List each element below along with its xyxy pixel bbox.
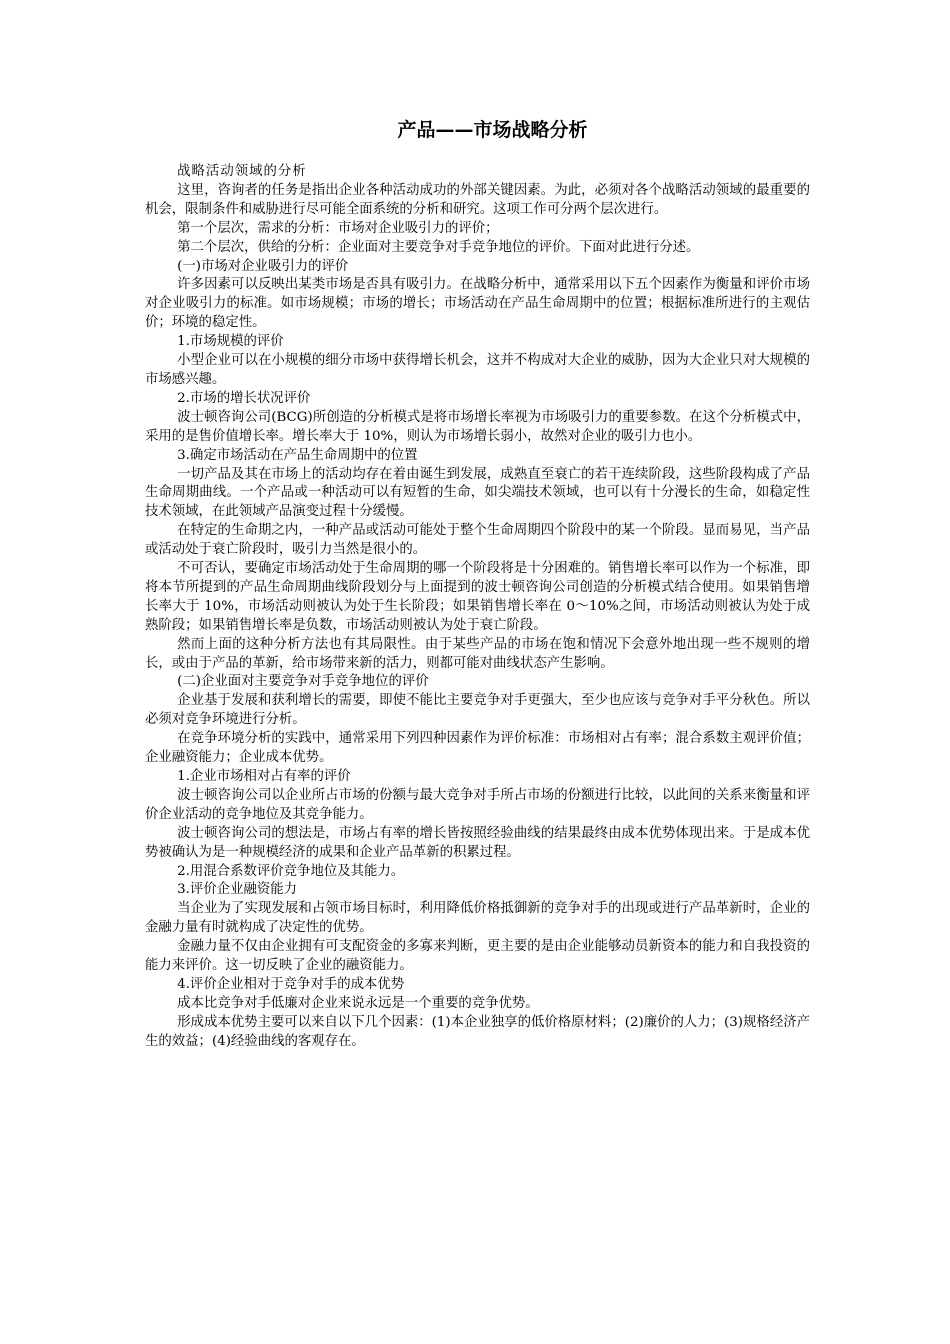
item-heading: 2.用混合系数评价竞争地位及其能力。 [177, 863, 405, 879]
paragraph: 波士顿咨询公司的想法是，市场占有率的增长皆按照经验曲线的结果最终由成本优势体现出来。于是成本优势被确认为是一种规模经济的成果和企业产品革新的积累过程。 [145, 825, 810, 860]
subsection-heading: (一)市场对企业吸引力的评价 [177, 258, 349, 274]
item-heading: 3.评价企业融资能力 [177, 882, 298, 898]
item-heading: 2.市场的增长状况评价 [177, 390, 311, 406]
paragraph: 波士顿咨询公司(BCG)所创造的分析模式是将市场增长率视为市场吸引力的重要参数。在这个分析模式中，采用的是售价值增长率。增长率大于 10%，则认为市场增长弱小，故然对企业的吸引力也小。 [145, 409, 810, 444]
paragraph: 形成成本优势主要可以来自以下几个因素：(1)本企业独享的低价格原材料；(2)廉价的人力；(3)规格经济产生的效益；(4)经验曲线的客观存在。 [145, 1014, 810, 1049]
paragraph: 这里，咨询者的任务是指出企业各种活动成功的外部关键因素。为此，必须对各个战略活动领域的最重要的机会，限制条件和威胁进行尽可能全面系统的分析和研究。这项工作可分两个层次进行。 [145, 182, 810, 217]
paragraph: 在特定的生命期之内，一种产品或活动可能处于整个生命周期四个阶段中的某一个阶段。显而易见，当产品或活动处于衰亡阶段时，吸引力当然是很小的。 [145, 523, 810, 558]
paragraph: 第二个层次，供给的分析：企业面对主要竞争对手竞争地位的评价。下面对此进行分述。 [177, 239, 700, 255]
paragraph: 企业基于发展和获利增长的需要，即使不能比主要竞争对手更强大，至少也应该与竞争对手平分秋色。所以必须对竞争环境进行分析。 [145, 693, 810, 728]
paragraph: 许多因素可以反映出某类市场是否具有吸引力。在战略分析中，通常采用以下五个因素作为衡量和评价市场对企业吸引力的标准。如市场规模；市场的增长；市场活动在产品生命周期中的位置；根据标准所进行的主观估价；环境的稳定性。 [145, 277, 810, 331]
paragraph: 金融力量不仅由企业拥有可支配资金的多寡来判断，更主要的是由企业能够动员新资本的能力和自我投资的能力来评价。这一切反映了企业的融资能力。 [145, 939, 810, 974]
item-heading: 1.市场规模的评价 [177, 334, 284, 350]
paragraph: 不可否认，要确定市场活动处于生命周期的哪一个阶段将是十分困难的。销售增长率可以作为一个标准，即将本节所提到的产品生命周期曲线阶段划分与上面提到的波士顿咨询公司创造的分析模式结合使用。如果销售增长率大于 10%，市场活动则被认为处于生长阶段；如果销售增长率在 0～10%之间，市场活动则被认为处于成熟阶段；如果销售增长率是负数，市场活动则被认为处于衰亡阶段。 [145, 561, 810, 633]
paragraph: 在竞争环境分析的实践中，通常采用下列四种因素作为评价标准：市场相对占有率；混合系数主观评价值；企业融资能力；企业成本优势。 [145, 731, 810, 766]
document-title: 产品——市场战略分析 [397, 119, 588, 141]
subsection-heading: (二)企业面对主要竞争对手竞争地位的评价 [177, 674, 429, 690]
paragraph: 波士顿咨询公司以企业所占市场的份额与最大竞争对手所占市场的份额进行比较，以此间的关系来衡量和评价企业活动的竞争地位及其竞争能力。 [145, 787, 810, 822]
paragraph: 当企业为了实现发展和占领市场目标时，利用降低价格抵御新的竞争对手的出现或进行产品革新时，企业的金融力量有时就构成了决定性的优势。 [145, 901, 810, 936]
item-heading: 1.企业市场相对占有率的评价 [177, 769, 351, 784]
paragraph: 第一个层次，需求的分析：市场对企业吸引力的评价； [177, 220, 499, 236]
section-heading: 战略活动领域的分析 [177, 164, 307, 179]
item-heading: 4.评价企业相对于竞争对手的成本优势 [177, 976, 405, 992]
paragraph: 然而上面的这种分析方法也有其局限性。由于某些产品的市场在饱和情况下会意外地出现一些不规则的增长，或由于产品的革新，给市场带来新的活力，则都可能对曲线状态产生影响。 [145, 636, 810, 671]
item-heading: 3.确定市场活动在产品生命周期中的位置 [177, 447, 418, 463]
paragraph: 成本比竞争对手低廉对企业来说永远是一个重要的竞争优势。 [177, 995, 539, 1011]
paragraph: 小型企业可以在小规模的细分市场中获得增长机会，这并不构成对大企业的威胁，因为大企业只对大规模的市场感兴趣。 [145, 353, 810, 387]
document-body [145, 163, 810, 1052]
paragraph: 一切产品及其在市场上的活动均存在着由诞生到发展，成熟直至衰亡的若干连续阶段，这些阶段构成了产品生命周期曲线。一个产品或一种活动可以有短暂的生命，如尖端技术领域，也可以有十分漫长的生命，如稳定性技术领域，在此领域产品演变过程十分缓慢。 [145, 466, 810, 520]
